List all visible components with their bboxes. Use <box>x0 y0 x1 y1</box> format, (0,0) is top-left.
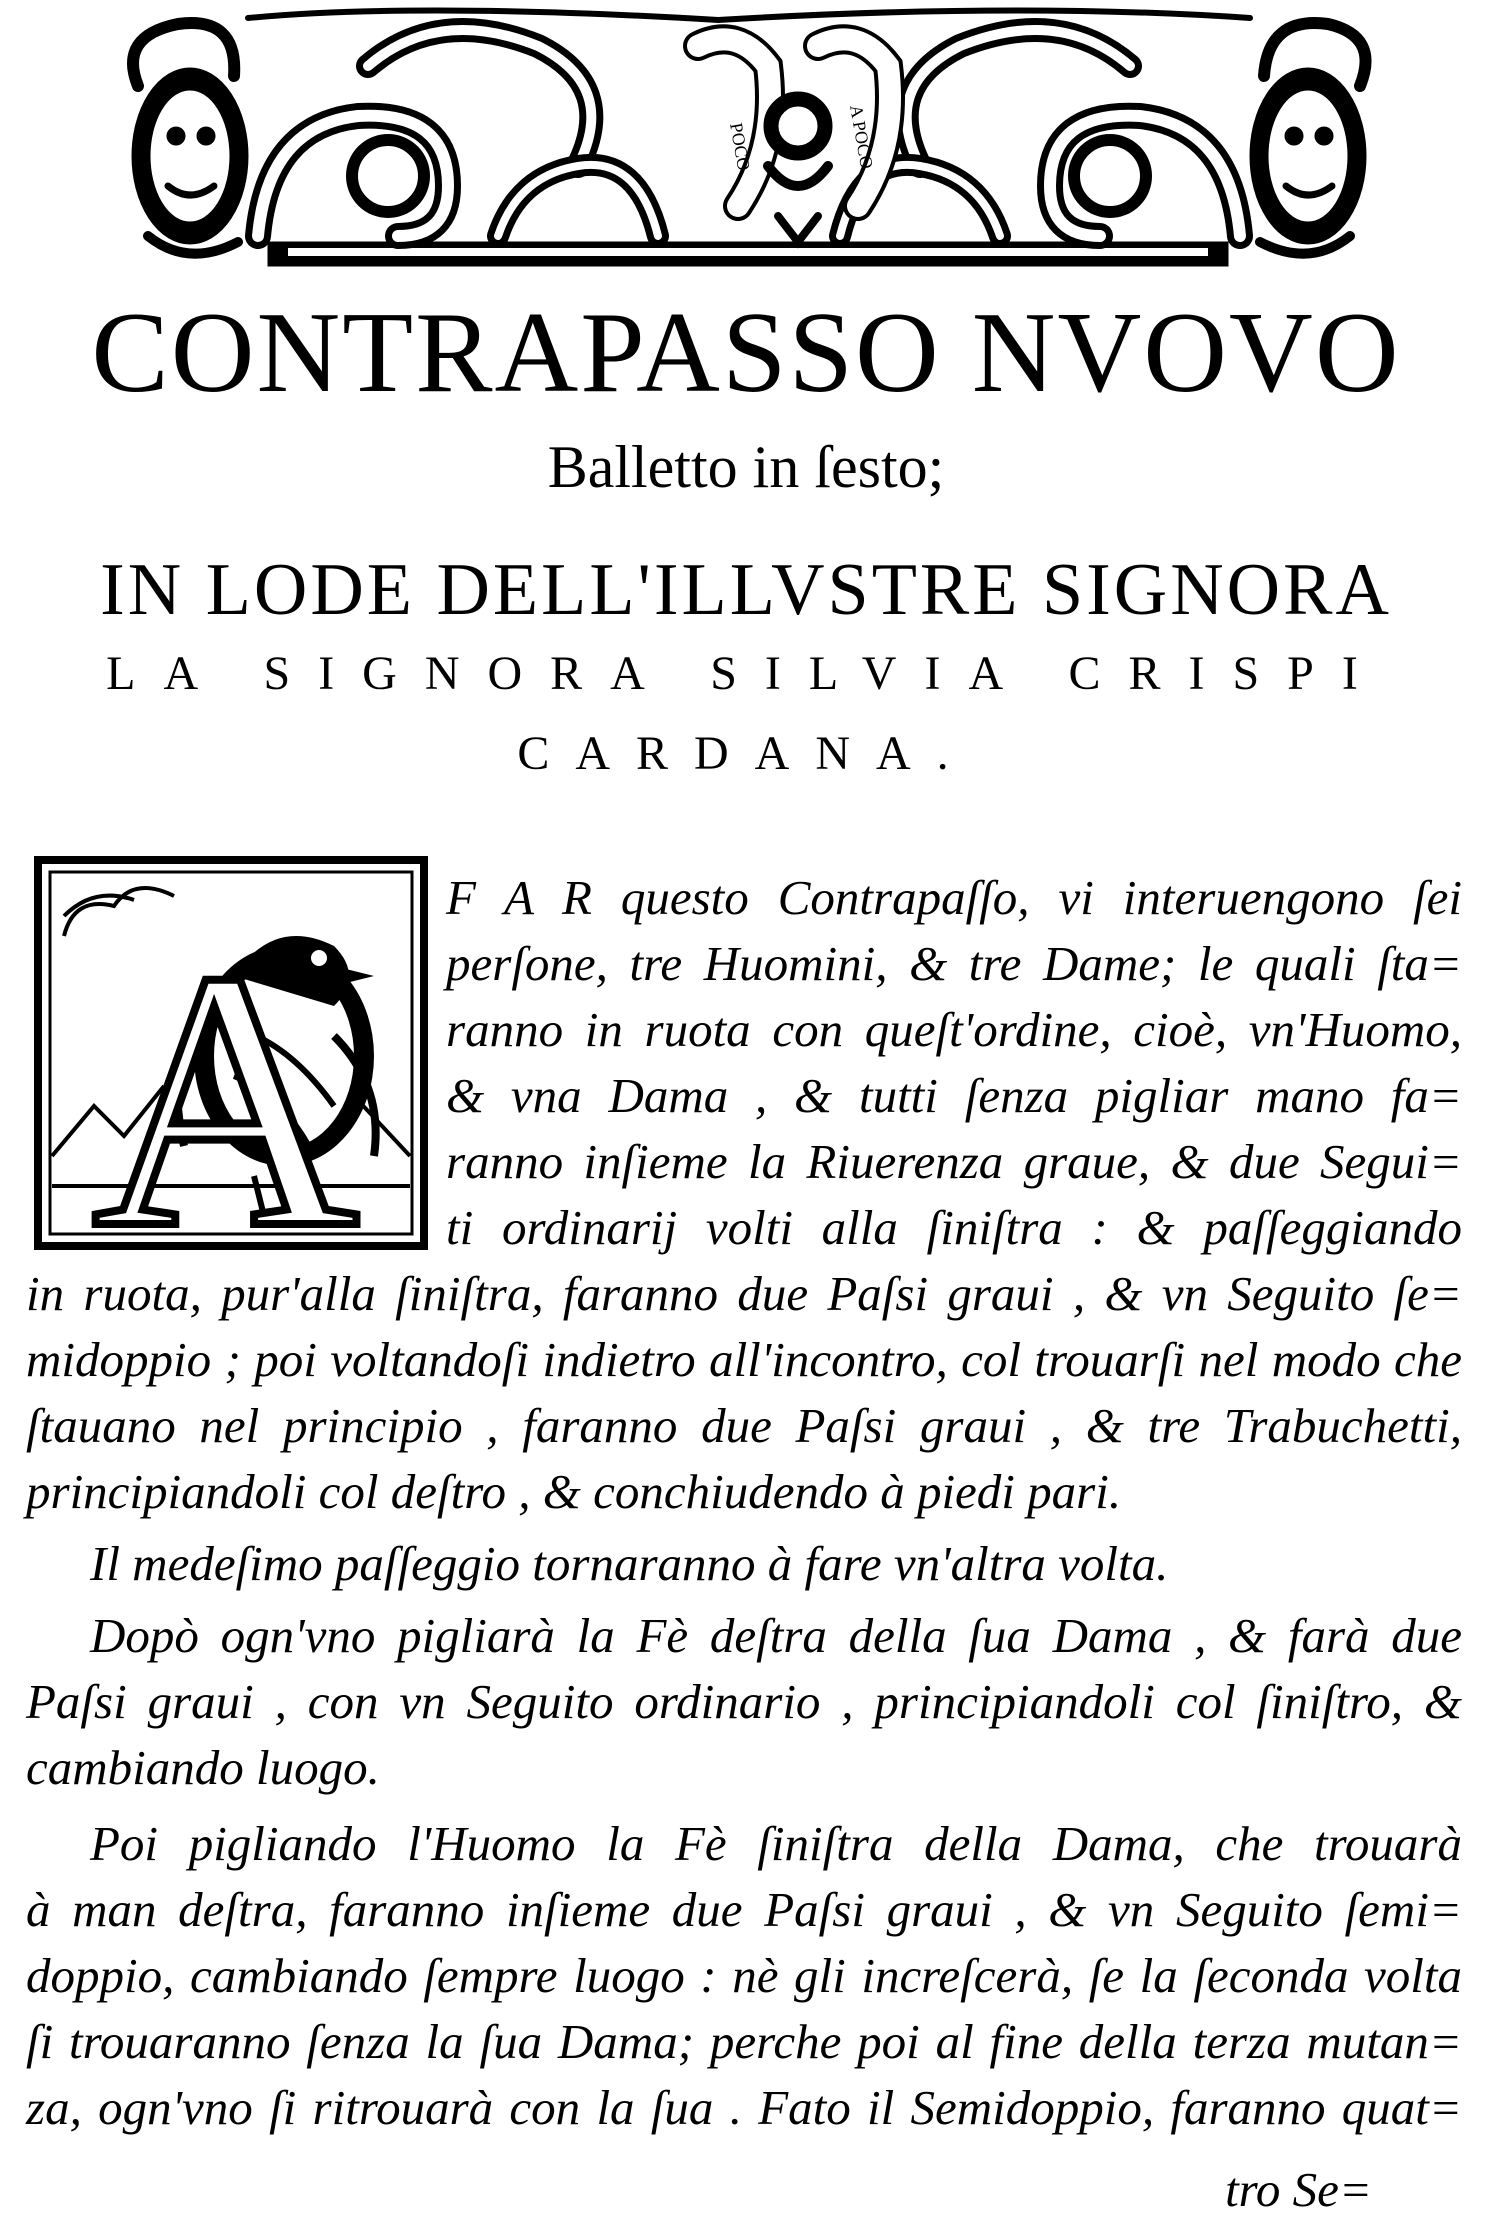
body-line: principiandoli col deſtro , & conchiudendo à piedi pari. <box>26 1464 1122 1519</box>
body-line: ſi trouaranno ſenza la ſua Dama; perche poi al fine della terza mutan= <box>26 2014 1462 2069</box>
body-line: midoppio ; poi voltandoſi indietro all'incontro, col trouarſi nel modo che <box>26 1332 1462 1387</box>
body-line: za, ogn'vno ſi ritrouarà con la ſua . Fato il Semidoppio, faranno quat= <box>26 2080 1462 2135</box>
body-line: ti ordinarij volti alla ſiniſtra : & paſſeggiando <box>446 1200 1462 1255</box>
grotesque-mask-icon <box>132 23 248 254</box>
body-line: doppio, cambiando ſempre luogo : nè gli increſcerà, ſe la ſeconda volta <box>26 1948 1462 2003</box>
body-line: cambiando luogo. <box>26 1740 380 1795</box>
body-line: in ruota, pur'alla ſiniſtra, faranno due Paſsi graui , & vn Seguito ſe= <box>26 1266 1462 1321</box>
body-line: & vna Dama , & tutti ſenza pigliar mano fa= <box>446 1068 1462 1123</box>
body-line: Poi pigliando l'Huomo la Fè ſiniſtra della Dama, che trouarà <box>90 1816 1462 1871</box>
ornamental-headpiece <box>118 6 1380 278</box>
page-subtitle: Balletto in ſesto; <box>547 434 945 500</box>
banner-text: A POCO <box>846 103 877 171</box>
body-line: Paſsi graui , con vn Seguito ordinario , principiandoli col ſiniſtro, & <box>26 1674 1462 1729</box>
body-line: F A R questo Contrapaſſo, vi interuengono ſei <box>446 870 1462 925</box>
dedication-heading: IN LODE DELL'ILLVSTRE SIGNORA <box>100 549 1392 631</box>
decorated-initial <box>34 856 428 1250</box>
body-line: Dopò ogn'vno pigliarà la Fè deſtra della ſua Dama , & farà due <box>90 1608 1462 1663</box>
body-line: ranno inſieme la Riuerenza graue, & due Segui= <box>446 1134 1462 1189</box>
catchword: tro Se= <box>1225 2162 1372 2217</box>
dedication-name: LA SIGNORA SILVIA CRISPI <box>106 647 1386 700</box>
initial-letter: A <box>92 895 360 1250</box>
body-line: Il medeſimo paſſeggio tornaranno à fare vn'altra volta. <box>90 1536 1169 1591</box>
dedication-surname: CARDANA. <box>517 727 975 780</box>
body-line: à man deſtra, faranno inſieme due Paſsi graui , & vn Seguito ſemi= <box>26 1882 1462 1937</box>
body-line: ranno in ruota con queſt'ordine, cioè, vn'Huomo, <box>446 1002 1462 1057</box>
grotesque-mask-icon <box>1250 23 1366 254</box>
body-line: ſtauano nel principio , faranno due Paſsi graui , & tre Trabuchetti, <box>26 1398 1462 1453</box>
central-figure-icon <box>764 92 832 242</box>
body-line: perſone, tre Huomini, & tre Dame; le quali ſta= <box>446 936 1462 991</box>
page-title: CONTRAPASSO NVOVO <box>91 289 1401 417</box>
banner-text: POCO <box>726 121 755 172</box>
